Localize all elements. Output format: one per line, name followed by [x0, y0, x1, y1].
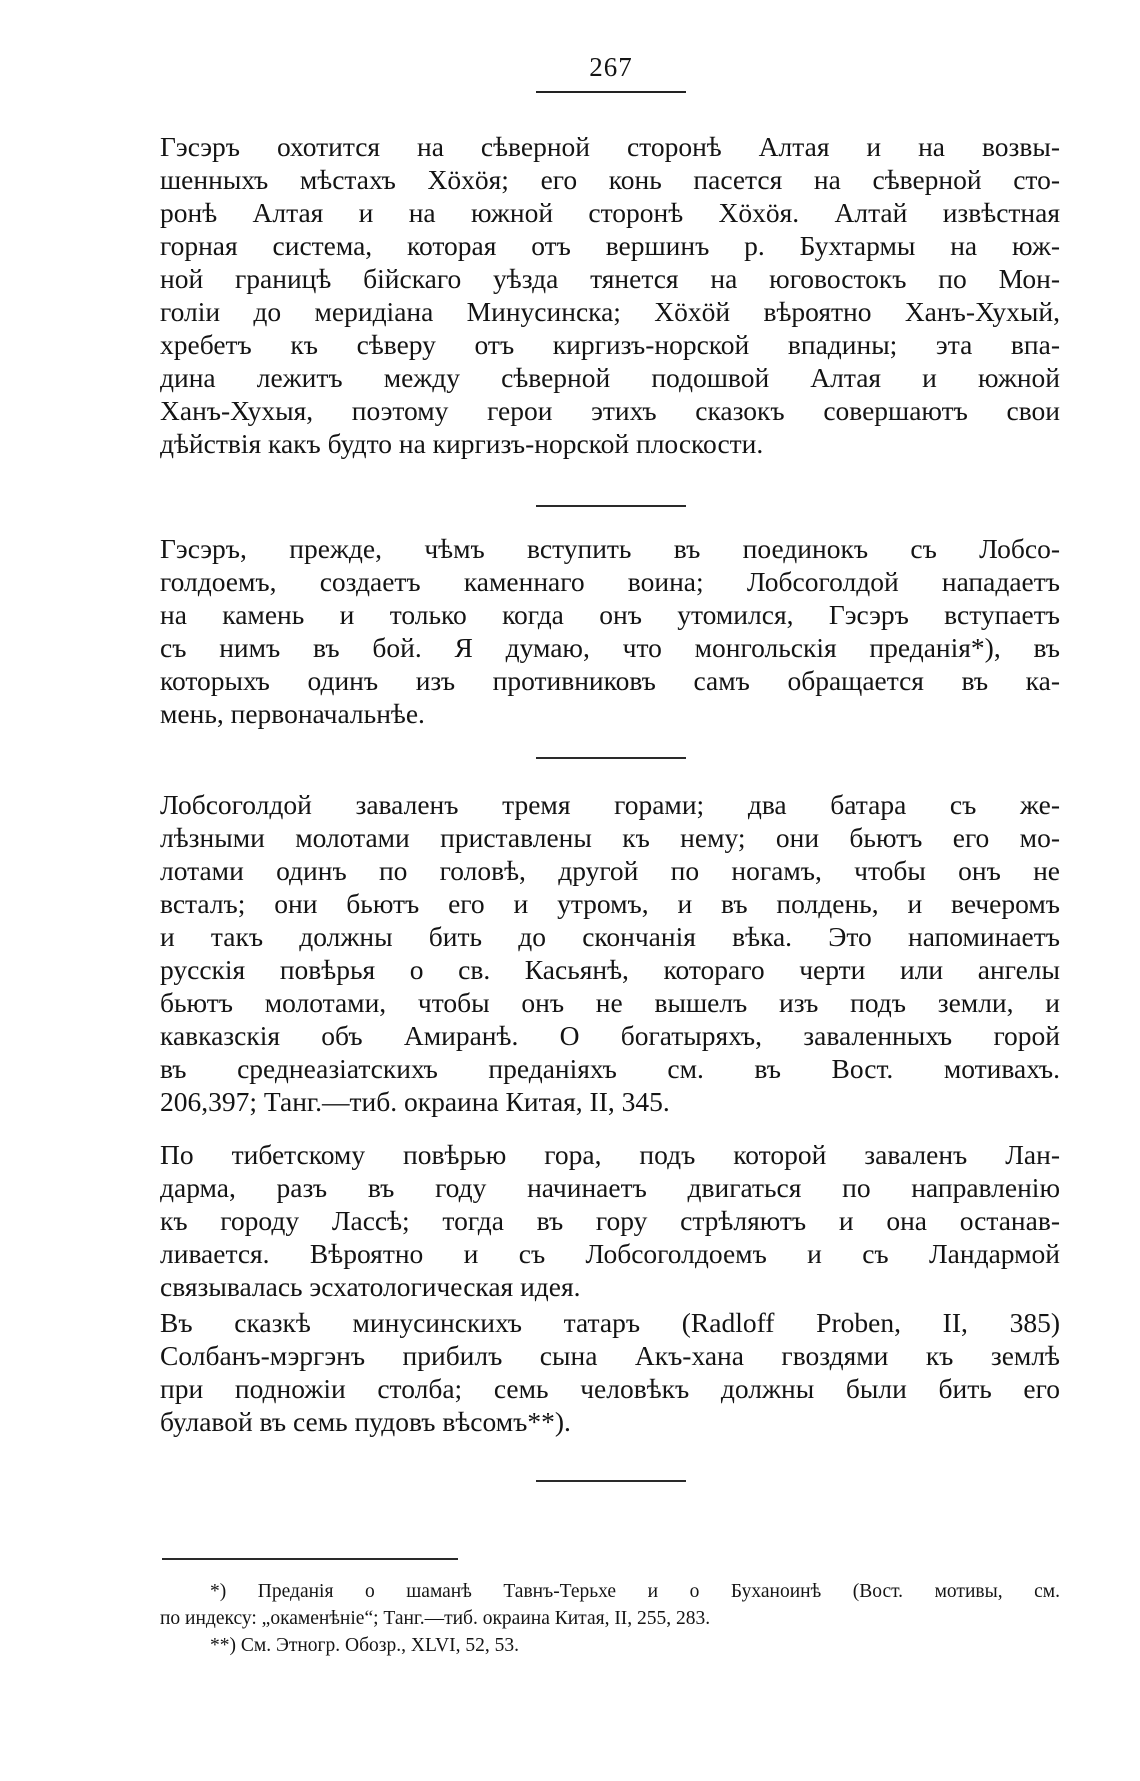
text-line: шенныхъ мѣстахъ Хöхöя; его конь пасется на сѣверной сто-	[160, 164, 1060, 195]
text-line: на камень и только когда онъ утомился, Гэсэръ вступаетъ	[160, 599, 1060, 630]
paragraph-3	[160, 788, 1060, 1118]
text-line: русскія повѣрья о св. Касьянѣ, котораго черти или ангелы	[160, 954, 1060, 985]
text-line: дѣйствія какъ будто на киргизъ-норской плоскости.	[160, 428, 764, 459]
paragraph-4	[160, 1138, 1060, 1303]
text-line: бьютъ молотами, чтобы онъ не вышелъ изъ подъ земли, и	[160, 987, 1060, 1018]
text-line: дина лежитъ между сѣверной подошвой Алтая и южной	[160, 362, 1060, 393]
text-line: голіи до меридіана Минусинска; Хöхöй вѣроятно Ханъ-Хухый,	[160, 296, 1060, 327]
text-line: Въ сказкѣ минусинскихъ татаръ (Radloff Proben, II, 385)	[160, 1307, 1060, 1338]
text-line: Гэсэръ охотится на сѣверной сторонѣ Алтая и на возвы-	[160, 131, 1060, 162]
text-line: въ среднеазіатскихъ преданіяхъ см. въ Вост. мотивахъ.	[160, 1053, 1060, 1084]
section-separator	[536, 1480, 686, 1482]
footnote-line: *) Преданія о шаманѣ Тавнъ-Терьхе и о Буханоинѣ (Вост. мотивы, см.	[210, 1581, 1060, 1602]
text-line: Ханъ-Хухыя, поэтому герои этихъ сказокъ совершаютъ свои	[160, 395, 1060, 426]
text-line: которыхъ одинъ изъ противниковъ самъ обращается въ ка-	[160, 665, 1060, 696]
text-line: По тибетскому повѣрью гора, подъ которой заваленъ Лан-	[160, 1139, 1060, 1170]
text-line: ливается. Вѣроятно и съ Лобсоголдоемъ и съ Ландармой	[160, 1238, 1060, 1269]
text-line: дарма, разъ въ году начинаетъ двигаться по направленію	[160, 1172, 1060, 1203]
text-line: при подножіи столба; семь человѣкъ должны были бить его	[160, 1373, 1060, 1404]
text-line: кавказскія объ Амиранѣ. О богатыряхъ, заваленныхъ горой	[160, 1020, 1060, 1051]
paragraph-2	[160, 532, 1060, 730]
paragraph-1	[160, 130, 1060, 460]
paragraph-5	[160, 1306, 1060, 1438]
text-line: мень, первоначальнѣе.	[160, 698, 425, 729]
footnote-1	[160, 1578, 1060, 1632]
text-line: горная система, которая отъ вершинъ р. Бухтармы на юж-	[160, 230, 1060, 261]
footnote-rule	[162, 1558, 458, 1560]
section-separator	[536, 505, 686, 507]
text-line: съ нимъ въ бой. Я думаю, что монгольскія преданія*), въ	[160, 632, 1060, 663]
text-line: булавой въ семь пудовъ вѣсомъ**).	[160, 1406, 571, 1437]
page-number: 267	[589, 52, 633, 82]
text-line: Солбанъ-мэргэнъ прибилъ сына Акъ-хана гвоздями къ землѣ	[160, 1340, 1060, 1371]
text-line: всталъ; они бьютъ его и утромъ, и въ полдень, и вечеромъ	[160, 888, 1060, 919]
footnotes	[160, 1578, 1060, 1659]
text-line: ной границѣ бійскаго уѣзда тянется на юговостокъ по Мон-	[160, 263, 1060, 294]
footnote-line: по индексу: „окаменѣніе“; Танг.—тиб. окраина Китая, II, 255, 283.	[160, 1608, 711, 1629]
text-line: и такъ должны бить до скончанія вѣка. Это напоминаетъ	[160, 921, 1060, 952]
text-line: ронѣ Алтая и на южной сторонѣ Хöхöя. Алтай извѣстная	[160, 197, 1060, 228]
text-line: къ городу Лассѣ; тогда въ гору стрѣляютъ и она останав-	[160, 1205, 1060, 1236]
section-separator	[536, 757, 686, 759]
text-line: лотами одинъ по головѣ, другой по ногамъ, чтобы онъ не	[160, 855, 1060, 886]
page-number-rule	[536, 91, 686, 93]
text-line: Гэсэръ, прежде, чѣмъ вступить въ поединокъ съ Лобсо-	[160, 533, 1060, 564]
text-line: хребетъ къ сѣверу отъ киргизъ-норской впадины; эта впа-	[160, 329, 1060, 360]
text-line: голдоемъ, создаетъ каменнаго воина; Лобсоголдой нападаетъ	[160, 566, 1060, 597]
text-line: 206,397; Танг.—тиб. окраина Китая, II, 345.	[160, 1086, 670, 1117]
text-line: связывалась эсхатологическая идея.	[160, 1271, 581, 1302]
text-line: Лобсоголдой заваленъ тремя горами; два батара съ же-	[160, 789, 1060, 820]
footnote-2: **) См. Этногр. Обозр., XLVI, 52, 53.	[210, 1635, 520, 1656]
text-line: лѣзными молотами приставлены къ нему; они бьютъ его мо-	[160, 822, 1060, 853]
